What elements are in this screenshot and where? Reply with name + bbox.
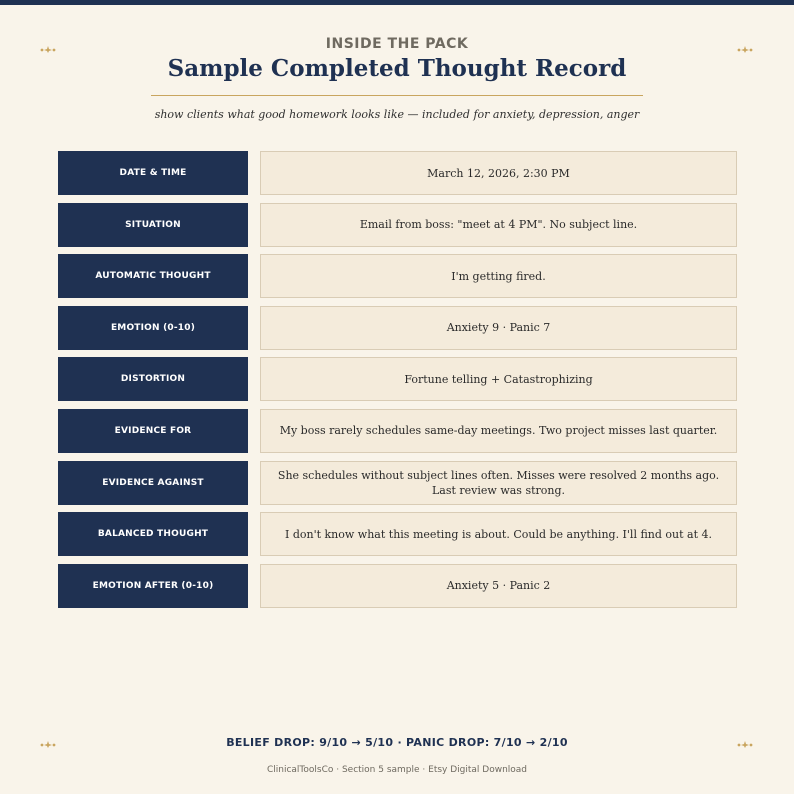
row-label: EVIDENCE AGAINST (58, 461, 248, 505)
record-row-evidence-for (58, 409, 737, 453)
row-label: AUTOMATIC THOUGHT (58, 254, 248, 298)
row-value: I'm getting fired. (260, 254, 737, 298)
eyebrow-label: INSIDE THE PACK (325, 36, 469, 52)
record-row-evidence-against (58, 461, 737, 505)
row-label: BALANCED THOUGHT (58, 512, 248, 556)
row-value: Anxiety 5 · Panic 2 (260, 564, 737, 608)
row-value: Fortune telling + Catastrophizing (260, 357, 737, 401)
page-subtitle: show clients what good homework looks like — included for anxiety, depression, anger (154, 108, 640, 121)
row-value: She schedules without subject lines often. Misses were resolved 2 months ago. Last review was strong. (260, 461, 737, 505)
row-value: Anxiety 9 · Panic 7 (260, 306, 737, 350)
record-row-distortion (58, 357, 737, 401)
row-value: I don't know what this meeting is about. Could be anything. I'll find out at 4. (260, 512, 737, 556)
row-label: EMOTION AFTER (0-10) (58, 564, 248, 608)
row-label: DATE & TIME (58, 151, 248, 195)
row-value: March 12, 2026, 2:30 PM (260, 151, 737, 195)
record-row-situation (58, 203, 737, 247)
page-title: Sample Completed Thought Record (167, 55, 627, 82)
title-divider (151, 95, 643, 96)
footer-credits: ClinicalToolsCo · Section 5 sample · Etsy Digital Download (266, 765, 528, 775)
record-row-emotion (58, 306, 737, 350)
thought-record-table (58, 151, 737, 615)
row-value: My boss rarely schedules same-day meetings. Two project misses last quarter. (260, 409, 737, 453)
record-row-date-time (58, 151, 737, 195)
row-label: EVIDENCE FOR (58, 409, 248, 453)
row-label: SITUATION (58, 203, 248, 247)
top-accent-bar (0, 0, 794, 5)
record-row-balanced-thought (58, 512, 737, 556)
record-row-emotion-after (58, 564, 737, 608)
belief-drop-summary: BELIEF DROP: 9/10 → 5/10 · PANIC DROP: 7/10 → 2/10 (226, 736, 568, 749)
row-label: EMOTION (0-10) (58, 306, 248, 350)
row-value: Email from boss: "meet at 4 PM". No subject line. (260, 203, 737, 247)
row-label: DISTORTION (58, 357, 248, 401)
record-row-automatic-thought (58, 254, 737, 298)
